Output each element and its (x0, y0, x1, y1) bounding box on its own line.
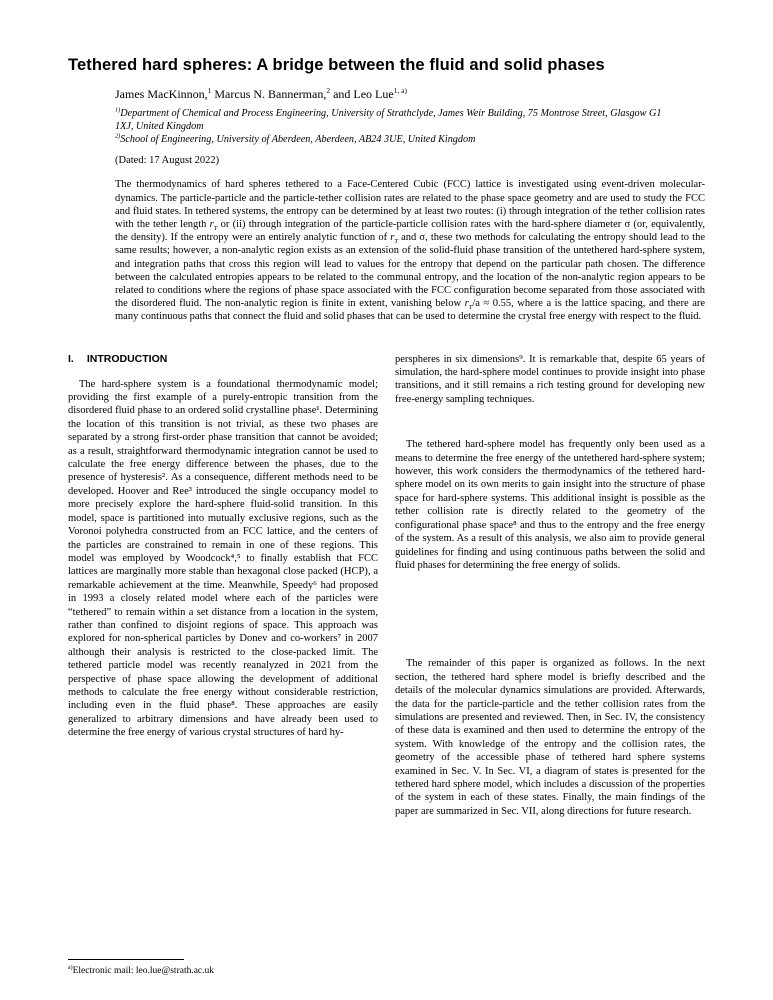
paper-title: Tethered hard spheres: A bridge between the fluid and solid phases (68, 56, 605, 74)
author-affil-ref: 1, a) (393, 86, 407, 95)
section-label: INTRODUCTION (86, 352, 168, 365)
author-line (115, 87, 705, 102)
math-var-r: r (390, 232, 395, 244)
author-name: James MacKinnon, (115, 87, 208, 101)
author-affil-ref: 2 (326, 86, 331, 95)
continued-paragraph: perspheres in six dimensions⁹. It is remarkable that, despite 65 years of simulation, the hard-sphere model continues to provide insight into phase transitions, and it still remains a rich testing ground for developing new free-energy sampling techniques. (395, 353, 705, 405)
math-var-r: r (464, 298, 469, 310)
abstract-text: The thermodynamics of hard spheres tethered to a Face-Centered Cubic (FCC) lattice is investigated using event-driven molecular-dynamics. The particle-particle and the particle-tether collision rates are related to the phase space geometry and are used to study the FCC and fluid states. In tethered systems, the entropy can be determined by at least two routes: (i) through integration of the tether collision rates with the tether length (115, 179, 705, 230)
abstract-text: or (ii) through integration of the particle-particle collision rates with the hard-sphere diameter σ (or, equivalently, the density). If the entropy were an entirely analytic function of (115, 219, 705, 244)
affiliation-text: Department of Chemical and Process Engineering, University of Strathclyde, James Weir Building, 75 Montrose Street, Glasgow G1 1XJ, United Kingdom (115, 108, 662, 132)
intro-paragraph: The hard-sphere system is a foundational thermodynamic model; providing the first example of a purely-entropic transition from the disordered fluid phase to an ordered solid crystalline phase¹. Determining the location of this transition is not trivial, as these two phases are separated by a strong first-order phase transition that cannot be avoided; as a result, straightforward thermodynamic integration cannot be used to calculate the free energy difference between the phases, due to the presence of hysteresis². As a consequence, different methods need to be developed. Hoover and Ree³ introduced the single occupancy model to more precisely explore the hard-sphere fluid-solid transition. In this model, space is partitioned into mutually exclusive regions, such as the Voronoi polyhedra constructed from an FCC lattice, and the centers of the particles are constrained to remain in one of these regions. This model was employed by Woodcock⁴,⁵ to finally establish that FCC lattices are marginally more stable than hexagonal close packed (HCP), a remarkable achievement at the time. Meanwhile, Speedy⁶ had proposed in 1993 a closely related model where each of the particles were “tethered” to remain within a set distance from a location in the system, rather than confined to disjoint regions of space. This approach was explored for non-spherical particles by Donev and co-workers⁷ in 2007 although their analysis is restricted to the close-packed limit. The tethered particle model was recently reanalyzed in 2021 from the perspective of phase space allowing the development of additional methods to calculate the free energy without considerable restriction, including even in the fluid phase⁸. These approaches are easily generalized to arbitrary dimensions and have already been used to determine the free energy of various crystal structures of hard hy- (68, 378, 378, 739)
math-var-r: r (209, 219, 214, 230)
abstract-text: and σ, these two methods for calculating the entropy should lead to the same results; however, a non-analytic region exists as an extension of the solid-fluid phase transition of the untethered hard-sphere system, and integration paths that cross this region will lead to values for the entropy that depend on the particular path chosen. The difference between the calculated entropies appears to be related to the communal entropy, and the location of the non-analytic region appears to be related to conditions where the regions of phase space associated with the FCC configuration become separated from those associated with the disordered fluid. The non-analytic region is finite in extent, vanishing below (115, 232, 706, 310)
affiliation-1 (115, 108, 680, 134)
right-column (395, 353, 705, 819)
math-sub-T: T (213, 225, 218, 233)
footnote-rule (68, 959, 184, 960)
author-affil-ref: 1 (207, 86, 212, 95)
footnote-label: Electronic mail: (72, 966, 136, 976)
author-name: and Leo Lue (330, 87, 394, 101)
math-sub-T: T (394, 238, 398, 246)
footnote-block (68, 959, 380, 976)
affiliation-2 (115, 134, 680, 147)
abstract (115, 178, 705, 323)
section-number: I. (68, 352, 74, 365)
affiliation-marker: 2) (115, 132, 121, 140)
affiliation-text: School of Engineering, University of Aberdeen, Aberdeen, AB24 3UE, United Kingdom (120, 133, 476, 145)
dated-line: (Dated: 17 August 2022) (115, 155, 220, 167)
footnote-marker: a) (68, 964, 73, 971)
section-heading-introduction (68, 353, 378, 365)
affiliation-marker: 1) (115, 106, 121, 114)
body-paragraph: The remainder of this paper is organized as follows. In the next section, the tethered hard sphere model is briefly described and the details of the molecular dynamics simulations are provided. Afterwards, the data for the particle-particle and the tether collision rates from the simulations are presented and reviewed. Then, in Sec. IV, the consistency of these data is examined and then used to determine the entropy of the system. With knowledge of the entropy and the collision rates, the geometry of the accessible phase of tethered hard sphere systems examined in Sec. V. In Sec. VI, a diagram of states is presented for the tethered hard sphere model, which includes a discussion of the properties of the system in each of these states. Finally, the main findings of the paper are summarized in Sec. VII, along directions for future research. (395, 658, 705, 817)
email-link[interactable]: leo.lue@strath.ac.uk (135, 966, 215, 976)
abstract-text: /a ≈ 0.55, where a is the lattice spacing, and there are many continuous paths that connect the fluid and solid phases that can be used to determine the crystal free energy with respect to the fluid. (115, 298, 706, 323)
two-column-body (68, 353, 705, 819)
math-sub-T: T (468, 304, 473, 312)
footnote-text (68, 966, 380, 976)
left-column (68, 353, 378, 819)
author-name: Marcus N. Bannerman, (211, 87, 327, 101)
body-paragraph: The tethered hard-sphere model has frequently only been used as a means to determine the free energy of the untethered hard-sphere system; however, this work considers the thermodynamics of the tethered hard-sphere model on its own merits to gain insight into the structure of phase space for hard-sphere systems. This additional insight is possible as the tether collision rate is directly related to the geometry of the configurational phase space⁸ and thus to the entropy and the free energy of the system. As a result of this analysis, we also aim to provide general guidelines for finding and using continuous paths between the solid and fluid phases for determining the free energy of solids. (395, 439, 705, 571)
